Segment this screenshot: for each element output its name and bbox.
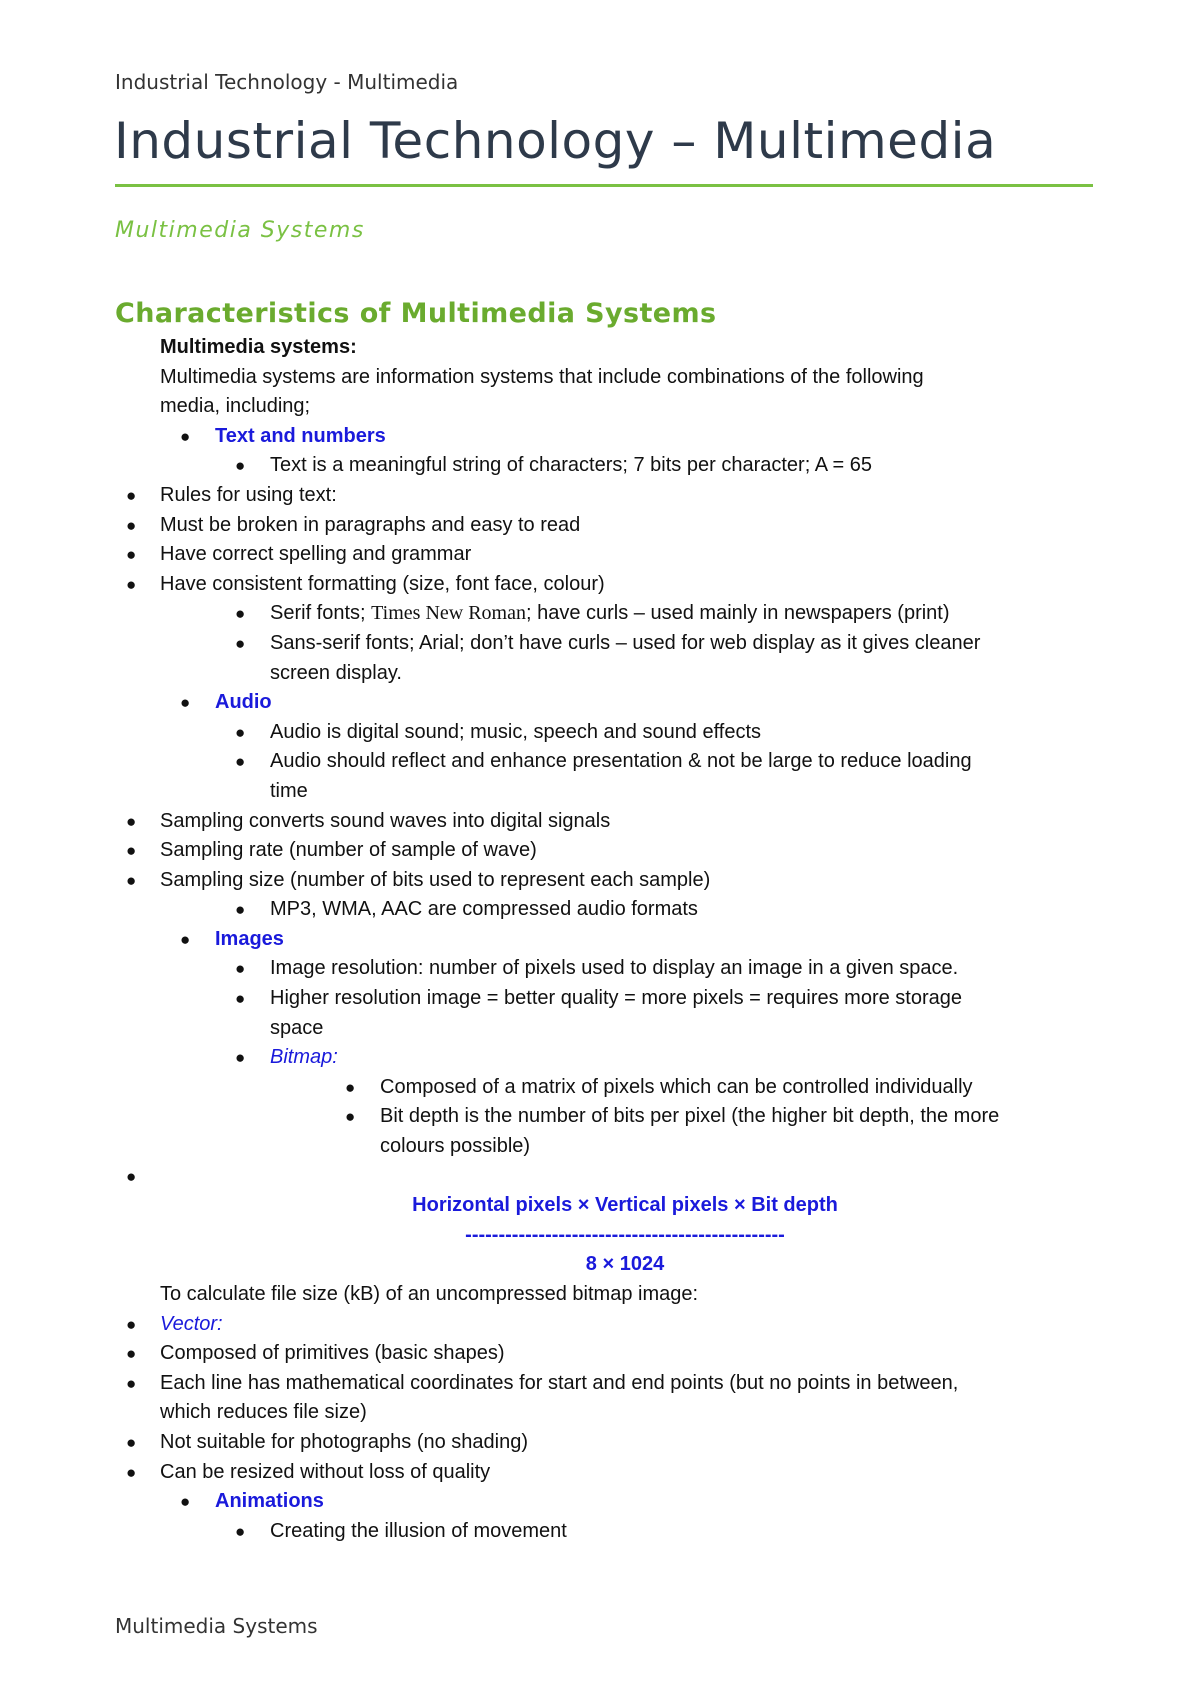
- list-item: [0, 866, 1200, 896]
- intro-line: [0, 363, 1200, 393]
- bullet-icon: ●: [235, 456, 246, 476]
- audio-item: Audio should reflect and enhance presentation & not be large to reduce loading: [270, 750, 972, 773]
- serif-suffix: ; have curls – used mainly in newspapers (print): [525, 602, 950, 625]
- rule-item: Have consistent formatting (size, font face, colour): [160, 572, 605, 595]
- bullet-icon: ●: [126, 1166, 137, 1186]
- bullet-icon: ●: [235, 1048, 246, 1068]
- document-body: [0, 333, 1200, 1546]
- list-item: [0, 481, 1200, 511]
- list-item-continuation: [0, 1132, 1200, 1162]
- serif-font-item: [270, 599, 950, 629]
- bullet-icon: ●: [126, 1344, 137, 1364]
- formula-caption-line: [0, 1280, 1200, 1310]
- bullet-icon: ●: [126, 870, 137, 890]
- formula-line: [0, 1221, 1200, 1251]
- formula-line: [0, 1250, 1200, 1280]
- animations-heading: Animations: [215, 1490, 324, 1513]
- bullet-icon: ●: [180, 1492, 191, 1512]
- list-item-continuation: [0, 777, 1200, 807]
- bullet-icon: ●: [235, 959, 246, 979]
- formula-numerator: Horizontal pixels × Vertical pixels × Bit depth: [412, 1194, 838, 1217]
- page-footer: Multimedia Systems: [115, 1614, 318, 1638]
- formula-caption: To calculate file size (kB) of an uncompressed bitmap image:: [160, 1283, 699, 1305]
- vector-item: Not suitable for photographs (no shading): [160, 1430, 529, 1453]
- bullet-icon: ●: [126, 545, 137, 565]
- text-numbers-heading: Text and numbers: [215, 424, 386, 447]
- sampling-item: Sampling rate (number of sample of wave): [160, 839, 537, 862]
- vector-item: Composed of primitives (basic shapes): [160, 1342, 505, 1365]
- list-item: [0, 451, 1200, 481]
- sans-suffix: ; don’t have curls – used for web display as it gives cleaner: [458, 631, 981, 654]
- list-item: [0, 984, 1200, 1014]
- list-item: [0, 895, 1200, 925]
- list-item: [0, 688, 1200, 718]
- list-item: [0, 718, 1200, 748]
- list-item: [0, 807, 1200, 837]
- bitmap-item: Composed of a matrix of pixels which can be controlled individually: [380, 1075, 973, 1098]
- intro-line: [0, 392, 1200, 422]
- list-item: [0, 629, 1200, 659]
- rule-item: Must be broken in paragraphs and easy to read: [160, 513, 581, 536]
- rule-item: Rules for using text:: [160, 483, 337, 506]
- list-item: [0, 925, 1200, 955]
- intro-text-1: Multimedia systems are information systems that include combinations of the following: [160, 365, 924, 388]
- list-item: [0, 540, 1200, 570]
- text-numbers-item: Text is a meaningful string of characters; 7 bits per character; A = 65: [270, 454, 872, 477]
- list-item: [0, 1487, 1200, 1517]
- bullet-icon: ●: [126, 515, 137, 535]
- images-item-cont: space: [270, 1016, 324, 1039]
- sans-prefix: Sans-serif fonts;: [270, 631, 419, 654]
- list-item: [0, 747, 1200, 777]
- bullet-icon: ●: [180, 426, 191, 446]
- list-item: [0, 1517, 1200, 1547]
- bullet-icon: ●: [235, 900, 246, 920]
- list-item: [0, 1102, 1200, 1132]
- list-item: [0, 422, 1200, 452]
- document-title: Industrial Technology – Multimedia: [114, 112, 997, 170]
- list-item-continuation: [0, 1398, 1200, 1428]
- sampling-item: MP3, WMA, AAC are compressed audio formats: [270, 898, 698, 921]
- vector-item-cont: which reduces file size): [160, 1401, 367, 1424]
- list-item: [0, 1043, 1200, 1073]
- bullet-icon: ●: [235, 633, 246, 653]
- bullet-icon: ●: [126, 1373, 137, 1393]
- formula-divider: ------------------------------------------------: [465, 1223, 785, 1246]
- vector-item: Can be resized without loss of quality: [160, 1460, 491, 1483]
- formula-bullet-line: [0, 1162, 1200, 1192]
- images-item: Higher resolution image = better quality = more pixels = requires more storage: [270, 987, 963, 1010]
- animations-item: Creating the illusion of movement: [270, 1519, 567, 1542]
- list-item: [0, 954, 1200, 984]
- sans-sample: Arial: [418, 631, 459, 654]
- bullet-icon: ●: [235, 1521, 246, 1541]
- list-item: [0, 836, 1200, 866]
- bullet-icon: ●: [126, 574, 137, 594]
- bullet-icon: ●: [180, 929, 191, 949]
- list-item: [0, 599, 1200, 629]
- sans-font-cont: screen display.: [270, 661, 402, 684]
- intro-label: Multimedia systems:: [160, 336, 357, 358]
- audio-heading: Audio: [215, 691, 272, 714]
- formula-line: [0, 1191, 1200, 1221]
- serif-prefix: Serif fonts;: [270, 602, 372, 625]
- bullet-icon: ●: [180, 693, 191, 713]
- bullet-icon: ●: [345, 1077, 356, 1097]
- list-item: [0, 1310, 1200, 1340]
- bullet-icon: ●: [235, 722, 246, 742]
- bullet-icon: ●: [126, 811, 137, 831]
- sampling-item: Sampling size (number of bits used to represent each sample): [160, 868, 711, 891]
- list-item-continuation: [0, 1014, 1200, 1044]
- list-item: [0, 570, 1200, 600]
- intro-label-line: [0, 333, 1200, 363]
- page-header: Industrial Technology - Multimedia: [115, 70, 459, 94]
- bullet-icon: ●: [235, 989, 246, 1009]
- sampling-item: Sampling converts sound waves into digital signals: [160, 809, 611, 832]
- bullet-icon: ●: [126, 1314, 137, 1334]
- bullet-icon: ●: [126, 841, 137, 861]
- bitmap-item: Bit depth is the number of bits per pixel (the higher bit depth, the more: [380, 1105, 1000, 1128]
- rule-item: Have correct spelling and grammar: [160, 543, 472, 566]
- bullet-icon: ●: [235, 604, 246, 624]
- sans-font-item: [270, 629, 980, 659]
- formula-denominator: 8 × 1024: [585, 1253, 665, 1276]
- serif-sample: Times New Roman: [371, 602, 526, 625]
- images-heading: Images: [215, 927, 284, 950]
- list-item: [0, 1339, 1200, 1369]
- list-item-continuation: [0, 659, 1200, 689]
- list-item: [0, 511, 1200, 541]
- bitmap-item-cont: colours possible): [380, 1135, 531, 1158]
- section-heading: Characteristics of Multimedia Systems: [115, 298, 717, 329]
- bullet-icon: ●: [126, 1462, 137, 1482]
- bullet-icon: ●: [235, 752, 246, 772]
- list-item: [0, 1458, 1200, 1488]
- list-item: [0, 1073, 1200, 1103]
- intro-text-2: media, including;: [160, 395, 311, 418]
- audio-item: Audio is digital sound; music, speech and sound effects: [270, 720, 762, 743]
- bitmap-heading: Bitmap:: [270, 1046, 338, 1069]
- bullet-icon: ●: [345, 1107, 356, 1127]
- bullet-icon: ●: [126, 1432, 137, 1452]
- images-item: Image resolution: number of pixels used to display an image in a given space.: [270, 957, 959, 980]
- audio-item-cont: time: [270, 779, 308, 802]
- list-item: [0, 1428, 1200, 1458]
- list-item: [0, 1369, 1200, 1399]
- document-subtitle: Multimedia Systems: [115, 218, 365, 243]
- vector-item: Each line has mathematical coordinates for start and end points (but no points in between,: [160, 1371, 959, 1394]
- bullet-icon: ●: [126, 485, 137, 505]
- vector-heading: Vector:: [160, 1312, 223, 1335]
- title-underline: [115, 184, 1093, 187]
